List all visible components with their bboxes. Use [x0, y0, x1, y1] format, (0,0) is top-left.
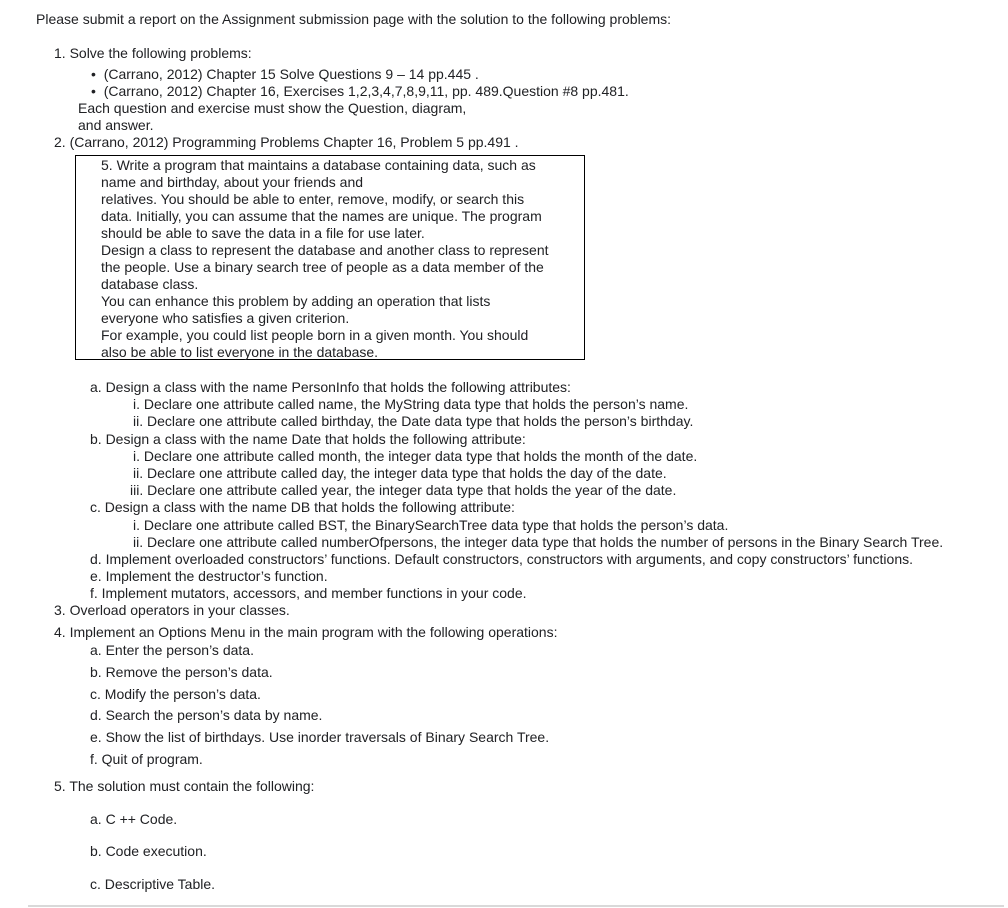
box-line: data. Initially, you can assume that the names are unique. The program — [101, 208, 542, 224]
box-line: name and birthday, about your friends and — [101, 174, 364, 190]
box-line: You can enhance this problem by adding an operation that lists — [101, 293, 491, 309]
box-line: Design a class to represent the database and another class to represent — [101, 242, 549, 258]
bottom-divider — [28, 905, 1004, 907]
bullet-dot-icon: • — [91, 83, 104, 99]
bullet-2 — [91, 83, 629, 100]
item-2c: c. Design a class with the name DB that holds the following attribute: — [90, 499, 515, 515]
item-2a-ii: ii. Declare one attribute called birthday, the Date data type that holds the person’s birthday. — [133, 413, 694, 429]
intro-text: Please submit a report on the Assignment submission page with the solution to the following problems: — [36, 11, 672, 27]
box-line: relatives. You should be able to enter, remove, modify, or search this — [101, 191, 525, 207]
bullet-dot-icon: • — [91, 66, 104, 82]
item-2b: b. Design a class with the name Date that holds the following attribute: — [90, 431, 526, 447]
box-line: should be able to save the data in a file for use later. — [101, 225, 425, 241]
item-3: 3. Overload operators in your classes. — [54, 602, 290, 618]
item-1-label: 1. Solve the following problems: — [54, 45, 252, 61]
menu-option: c. Modify the person’s data. — [90, 686, 261, 702]
item-2b-ii: ii. Declare one attribute called day, the integer data type that holds the day of the date. — [133, 465, 667, 481]
item-2c-i: i. Declare one attribute called BST, the BinarySearchTree data type that holds the person’s data. — [133, 517, 729, 533]
item-2f: f. Implement mutators, accessors, and member functions in your code. — [90, 585, 527, 601]
menu-option: d. Search the person’s data by name. — [90, 707, 323, 723]
bullet-2-text: (Carrano, 2012) Chapter 16, Exercises 1,2,3,4,7,8,9,11, pp. 489.Question #8 pp.481. — [103, 83, 629, 99]
menu-option: a. Enter the person’s data. — [90, 642, 254, 658]
item-2b-iii: iii. Declare one attribute called year, the integer data type that holds the year of the date. — [130, 482, 677, 498]
box-line: database class. — [101, 276, 199, 292]
item-2-label: 2. (Carrano, 2012) Programming Problems Chapter 16, Problem 5 pp.491 . — [54, 134, 519, 150]
problem-statement-box — [75, 155, 585, 360]
menu-option: f. Quit of program. — [90, 751, 203, 767]
menu-option: e. Show the list of birthdays. Use inorder traversals of Binary Search Tree. — [90, 729, 550, 745]
item-2b-i: i. Declare one attribute called month, the integer data type that holds the month of the date. — [133, 448, 698, 464]
bullet-1-text: (Carrano, 2012) Chapter 15 Solve Questions 9 – 14 pp.445 . — [103, 66, 479, 82]
solution-item: a. C ++ Code. — [90, 811, 178, 827]
item-2d: d. Implement overloaded constructors’ functions. Default constructors, constructors with arguments, and copy constructors’ functions. — [90, 551, 914, 567]
item-1-note-line-1: Each question and exercise must show the Question, diagram, — [78, 100, 467, 116]
item-2c-ii: ii. Declare one attribute called numberOfpersons, the integer data type that holds the number of persons in the Binary Search Tree. — [133, 534, 944, 550]
item-1-note-line-2: and answer. — [78, 117, 154, 133]
bullet-1 — [91, 66, 479, 83]
solution-item: c. Descriptive Table. — [90, 876, 216, 892]
item-2a: a. Design a class with the name PersonInfo that holds the following attributes: — [90, 379, 571, 395]
item-4-label: 4. Implement an Options Menu in the main program with the following operations: — [54, 624, 558, 640]
menu-option: b. Remove the person’s data. — [90, 664, 273, 680]
box-line: everyone who satisfies a given criterion. — [101, 310, 350, 326]
solution-item: b. Code execution. — [90, 843, 207, 859]
box-line: also be able to list everyone in the database. — [101, 344, 379, 360]
box-line: For example, you could list people born in a given month. You should — [101, 327, 529, 343]
item-2a-i: i. Declare one attribute called name, the MyString data type that holds the person’s name. — [133, 396, 689, 412]
item-2e: e. Implement the destructor’s function. — [90, 568, 328, 584]
item-5-label: 5. The solution must contain the following: — [54, 778, 315, 794]
box-line: 5. Write a program that maintains a database containing data, such as — [101, 157, 536, 173]
box-line: the people. Use a binary search tree of people as a data member of the — [101, 259, 544, 275]
